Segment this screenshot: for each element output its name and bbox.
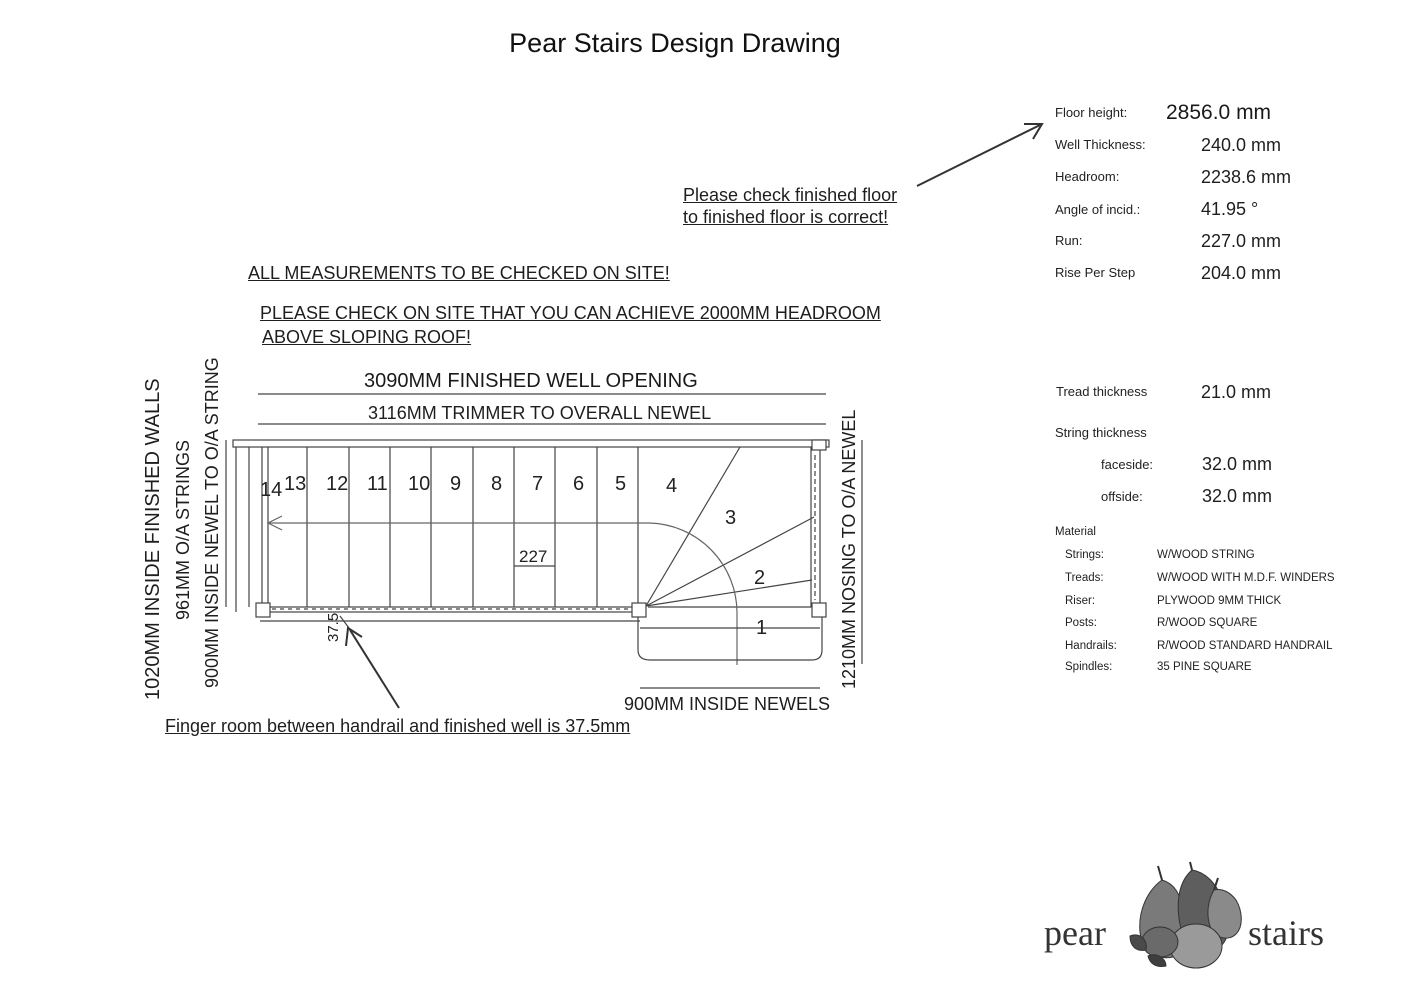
inside-newel-dimension: 900MM INSIDE NEWEL TO O/A STRING xyxy=(202,357,222,688)
walking-line xyxy=(268,523,737,665)
material-value: 35 PINE SQUARE xyxy=(1157,661,1252,673)
spec-rise-label: Rise Per Step xyxy=(1055,265,1136,280)
material-label: Treads: xyxy=(1065,572,1104,584)
nosing-dimension: 1210MM NOSING TO O/A NEWEL xyxy=(839,409,859,689)
material-value: W/WOOD WITH M.D.F. WINDERS xyxy=(1157,572,1335,584)
check-floor-note-line2: to finished floor is correct! xyxy=(683,207,889,227)
finger-room-arrow-line xyxy=(350,630,399,708)
material-label: Handrails: xyxy=(1065,640,1117,652)
page-title: Pear Stairs Design Drawing xyxy=(509,28,841,58)
step-number: 4 xyxy=(666,475,678,497)
string-thickness-label: String thickness xyxy=(1055,425,1147,440)
well-opening-dimension: 3090MM FINISHED WELL OPENING xyxy=(364,370,698,392)
logo-text-pear: pear xyxy=(1044,913,1106,953)
spec-angle-value: 41.95 ° xyxy=(1201,199,1259,219)
spec-rise-value: 204.0 mm xyxy=(1201,263,1282,283)
spec-angle-label: Angle of incid.: xyxy=(1055,202,1141,217)
step-number: 2 xyxy=(754,567,766,589)
material-heading: Material xyxy=(1055,526,1096,538)
floor-height-arrow-line xyxy=(917,125,1040,186)
material-label: Spindles: xyxy=(1065,661,1113,673)
inside-walls-dimension: 1020MM INSIDE FINISHED WALLS xyxy=(142,378,164,700)
spec-headroom-value: 2238.6 mm xyxy=(1201,167,1292,187)
material-value: W/WOOD STRING xyxy=(1157,549,1255,561)
spec-headroom-label: Headroom: xyxy=(1055,169,1120,184)
step-number: 8 xyxy=(491,473,503,495)
step-number: 10 xyxy=(408,473,431,495)
material-value: R/WOOD STANDARD HANDRAIL xyxy=(1157,640,1333,652)
newel-post xyxy=(256,603,270,617)
spec-run-value: 227.0 mm xyxy=(1201,231,1282,251)
headroom-note-line1: PLEASE CHECK ON SITE THAT YOU CAN ACHIEVE 2000MM HEADROOM xyxy=(260,303,881,323)
logo-text-stairs: stairs xyxy=(1248,913,1324,953)
step-number: 1 xyxy=(756,617,768,639)
offside-value: 32.0 mm xyxy=(1202,486,1273,506)
finger-room-note: Finger room between handrail and finished well is 37.5mm xyxy=(165,716,631,736)
spec-well-thickness-label: Well Thickness: xyxy=(1055,137,1146,152)
newel-post xyxy=(632,603,646,617)
check-floor-note-line1: Please check finished floor xyxy=(683,185,898,205)
step-number: 3 xyxy=(725,507,737,529)
step-number: 14 xyxy=(260,479,283,501)
step-number: 11 xyxy=(367,473,388,495)
offside-label: offside: xyxy=(1101,489,1143,504)
step-number: 5 xyxy=(615,473,627,495)
step-number: 7 xyxy=(532,473,544,495)
oa-strings-dimension: 961MM O/A STRINGS xyxy=(173,439,193,620)
material-value: R/WOOD SQUARE xyxy=(1157,617,1258,629)
newel-post xyxy=(812,603,826,617)
bottom-step-nosing xyxy=(638,612,822,660)
trimmer-dimension: 3116MM TRIMMER TO OVERALL NEWEL xyxy=(368,403,712,423)
material-label: Posts: xyxy=(1065,617,1097,629)
measurements-note: ALL MEASUREMENTS TO BE CHECKED ON SITE! xyxy=(248,263,670,283)
faceside-label: faceside: xyxy=(1101,457,1154,472)
spec-run-label: Run: xyxy=(1055,233,1083,248)
going-dimension: 227 xyxy=(519,547,548,566)
material-value: PLYWOOD 9MM THICK xyxy=(1157,595,1282,607)
spec-floor-height-value: 2856.0 mm xyxy=(1166,101,1272,124)
faceside-value: 32.0 mm xyxy=(1202,454,1273,474)
finger-gap-dimension: 37.5 xyxy=(325,612,342,642)
newel-post xyxy=(812,440,826,450)
pear-fruit-icon xyxy=(1118,860,1258,970)
material-label: Strings: xyxy=(1065,549,1104,561)
step-number: 13 xyxy=(284,473,307,495)
step-number: 6 xyxy=(573,473,585,495)
spec-well-thickness-value: 240.0 mm xyxy=(1201,135,1282,155)
material-label: Riser: xyxy=(1065,595,1096,607)
tread-thickness-value: 21.0 mm xyxy=(1201,382,1272,402)
step-number: 12 xyxy=(326,473,349,495)
top-trimmer-bar xyxy=(233,440,829,447)
inside-newels-dimension: 900MM INSIDE NEWELS xyxy=(624,694,831,714)
headroom-note-line2: ABOVE SLOPING ROOF! xyxy=(262,327,472,347)
step-number: 9 xyxy=(450,473,462,495)
tread-thickness-label: Tread thickness xyxy=(1056,384,1148,399)
spec-floor-height-label: Floor height: xyxy=(1055,105,1128,120)
